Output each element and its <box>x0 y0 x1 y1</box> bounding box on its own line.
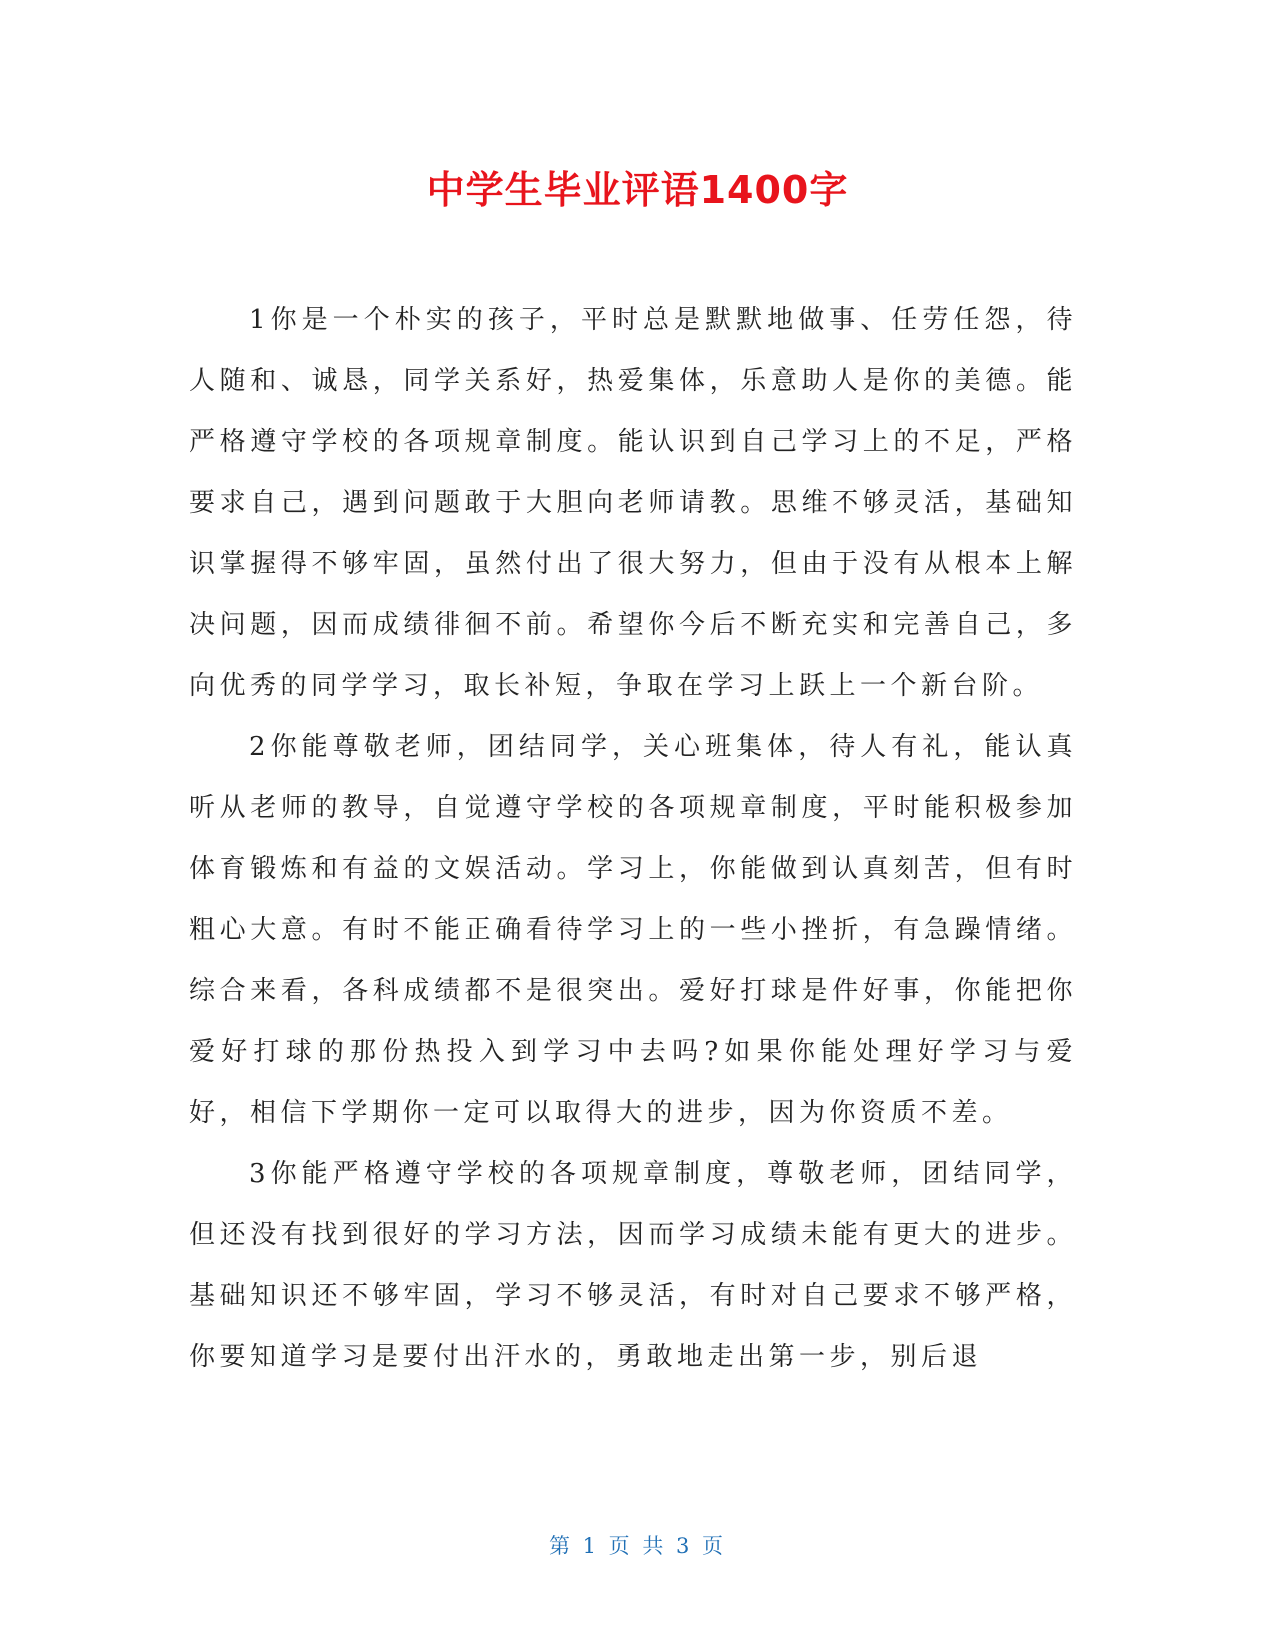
page-number-footer: 第 1 页 共 3 页 <box>548 1534 727 1558</box>
document-title: 中学生毕业评语1400字 <box>426 168 849 212</box>
paragraph-2: 2你能尊敬老师，团结同学，关心班集体，待人有礼，能认真听从老师的教导，自觉遵守学校的各项规章制度，平时能积极参加体育锻炼和有益的文娱活动。学习上，你能做到认真刻苦，但有时粗心大意。有时不能正确看待学习上的一些小挫折，有急躁情绪。综合来看，各科成绩都不是很突出。爱好打球是件好事，你能把你爱好打球的那份热投入到学习中去吗?如果你能处理好学习与爱好，相信下学期你一定可以取得大的进步，因为你资质不差。 <box>189 732 1077 1128</box>
paragraph-1: 1你是一个朴实的孩子，平时总是默默地做事、任劳任怨，待人随和、诚恳，同学关系好，热爱集体，乐意助人是你的美德。能严格遵守学校的各项规章制度。能认识到自己学习上的不足，严格要求自己，遇到问题敢于大胆向老师请教。思维不够灵活，基础知识掌握得不够牢固，虽然付出了很大努力，但由于没有从根本上解决问题，因而成绩徘徊不前。希望你今后不断充实和完善自己，多向优秀的同学学习，取长补短，争取在学习上跃上一个新台阶。 <box>189 305 1077 701</box>
document-body <box>189 290 1077 1388</box>
paragraph-3: 3你能严格遵守学校的各项规章制度，尊敬老师，团结同学，但还没有找到很好的学习方法，因而学习成绩未能有更大的进步。基础知识还不够牢固，学习不够灵活，有时对自己要求不够严格，你要知道学习是要付出汗水的，勇敢地走出第一步，别后退 <box>189 1159 1077 1372</box>
